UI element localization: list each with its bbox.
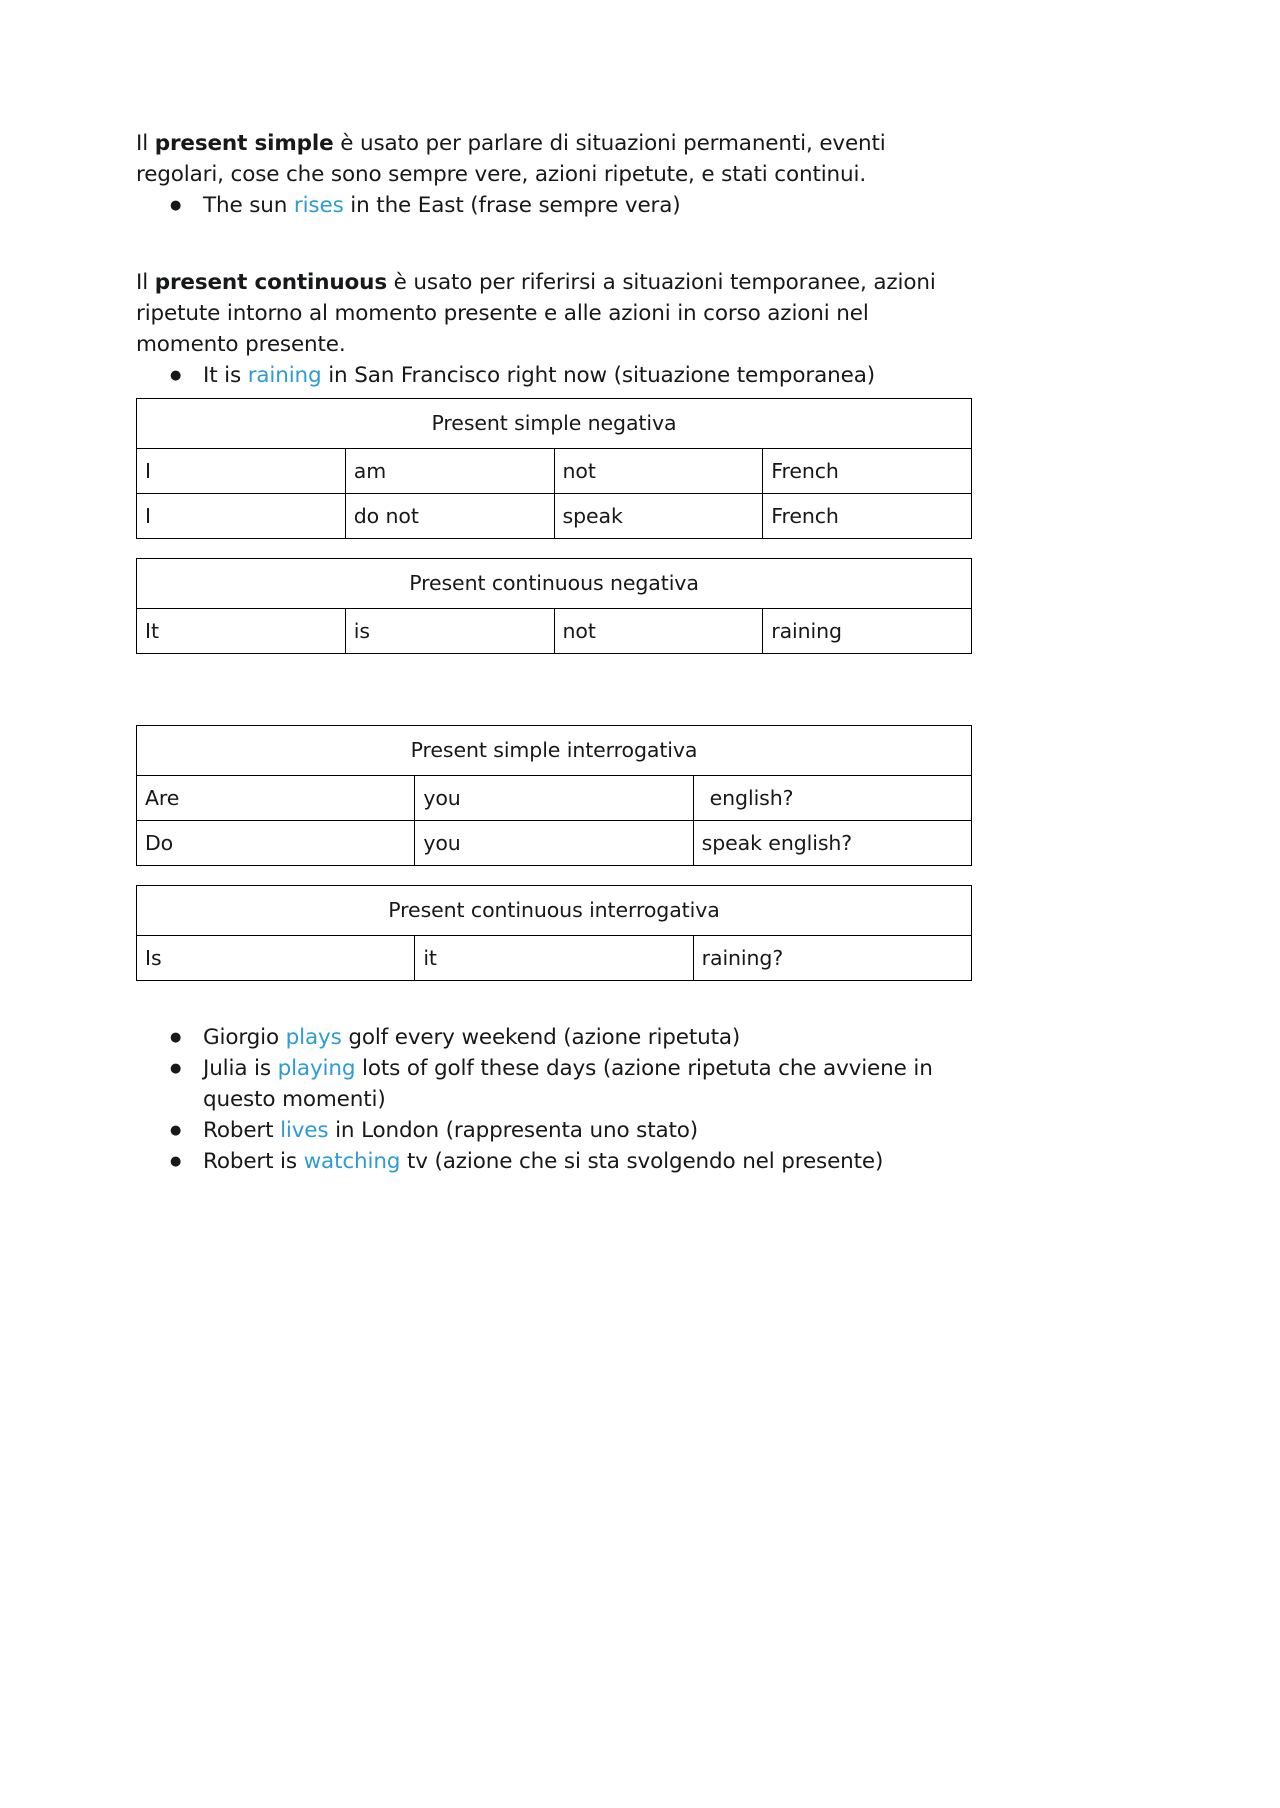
highlighted-verb: playing [277,1056,356,1081]
table-cell: raining [763,609,972,654]
examples-section [136,1022,976,1177]
document-body [136,128,976,391]
highlighted-verb: watching [303,1149,401,1174]
table-cell: not [554,609,763,654]
table-present-simple-negativa-wrapper [136,398,972,539]
example-after: lots of golf these days (azione ripetuta che avviene in questo momenti) [203,1056,933,1112]
example-before: Giorgio [203,1025,286,1050]
table-cell: speak [554,494,763,539]
spacer [136,221,976,267]
table-cell: you [415,821,693,866]
example-after: golf every weekend (azione ripetuta) [341,1025,741,1050]
table-row [137,936,972,981]
example-after: in London (rappresenta uno stato) [328,1118,699,1143]
table-present-continuous-negativa [136,558,972,654]
table-title: Present continuous negativa [137,559,972,609]
table-present-continuous-interrogativa-wrapper [136,885,972,981]
list-item [136,1053,976,1115]
table-title-row [137,399,972,449]
table-present-simple-interrogativa-wrapper [136,725,972,866]
table-present-continuous-interrogativa [136,885,972,981]
paragraph-body: è usato per parlare di situazioni permanenti, eventi regolari, cose che sono sempre vere, azioni ripetute, e stati continui. [136,131,886,187]
list-item [136,360,976,391]
table-row [137,494,972,539]
example-before: The sun [203,193,294,218]
bullet-list-present-simple [136,190,976,221]
table-cell: raining? [693,936,971,981]
table-cell: French [763,494,972,539]
highlighted-verb: rises [293,193,344,218]
table-title: Present continuous interrogativa [137,886,972,936]
table-cell: is [345,609,554,654]
bullet-list-present-continuous [136,360,976,391]
list-item [136,1115,976,1146]
table-cell: speak english? [693,821,971,866]
paragraph-body: è usato per riferirsi a situazioni temporanee, azioni ripetute intorno al momento presente e alle azioni in corso azioni nel momento presente. [136,270,936,357]
table-row [137,821,972,866]
table-cell: english? [693,776,971,821]
table-cell: you [415,776,693,821]
example-before: Julia is [203,1056,278,1081]
table-cell: French [763,449,972,494]
term-present-simple: present simple [154,131,334,156]
table-cell: It [137,609,346,654]
example-before: It is [203,363,248,388]
paragraph-present-continuous [136,267,976,360]
table-cell: am [345,449,554,494]
table-row [137,609,972,654]
paragraph-lead: Il [136,270,155,295]
table-title-row [137,886,972,936]
table-cell: Are [137,776,415,821]
example-after: tv (azione che si sta svolgendo nel presente) [400,1149,884,1174]
example-before: Robert is [203,1149,304,1174]
table-present-simple-interrogativa [136,725,972,866]
table-cell: Is [137,936,415,981]
list-item [136,1022,976,1053]
bullet-list-examples [136,1022,976,1177]
table-cell: I [137,449,346,494]
table-present-continuous-negativa-wrapper [136,558,972,654]
example-after: in the East (frase sempre vera) [343,193,681,218]
list-item [136,190,976,221]
table-cell: it [415,936,693,981]
table-title: Present simple interrogativa [137,726,972,776]
table-row [137,776,972,821]
table-title-row [137,726,972,776]
paragraph-present-simple [136,128,976,190]
example-before: Robert [203,1118,281,1143]
term-present-continuous: present continuous [154,270,387,295]
table-cell: do not [345,494,554,539]
highlighted-verb: raining [247,363,322,388]
table-row [137,449,972,494]
highlighted-verb: plays [285,1025,342,1050]
table-cell: I [137,494,346,539]
table-cell: Do [137,821,415,866]
highlighted-verb: lives [280,1118,329,1143]
table-title-row [137,559,972,609]
table-present-simple-negativa [136,398,972,539]
example-after: in San Francisco right now (situazione temporanea) [321,363,875,388]
table-title: Present simple negativa [137,399,972,449]
table-cell: not [554,449,763,494]
list-item [136,1146,976,1177]
paragraph-lead: Il [136,131,155,156]
